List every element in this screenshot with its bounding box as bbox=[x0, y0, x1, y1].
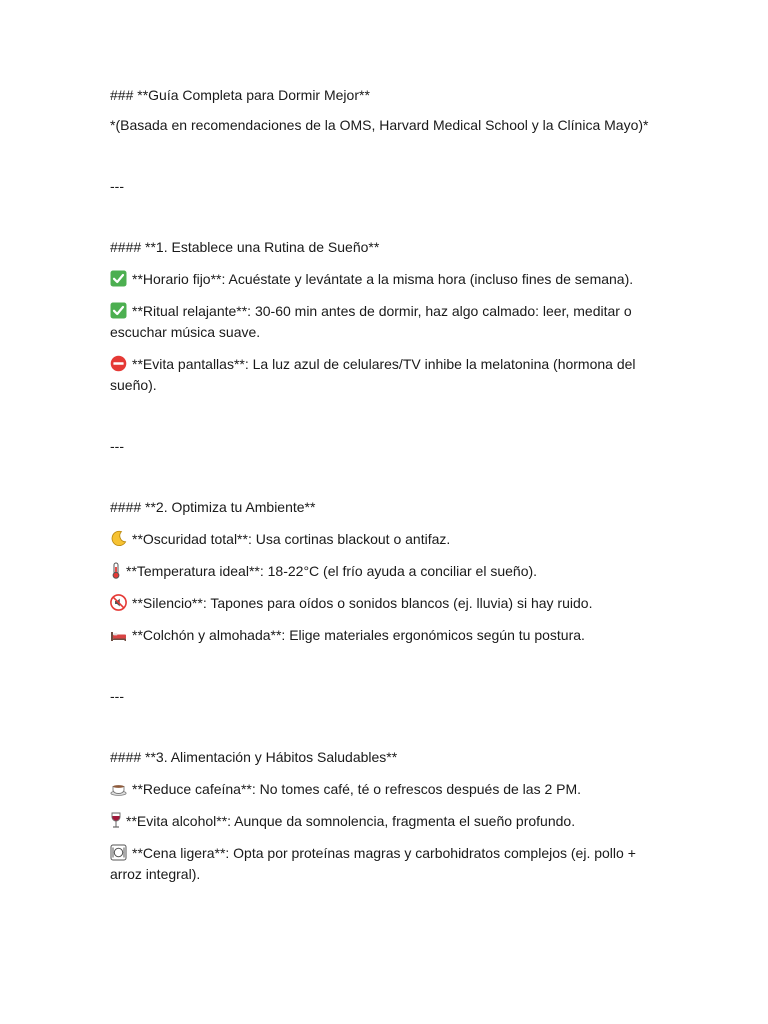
muted-speaker-icon bbox=[110, 594, 127, 611]
list-item bbox=[110, 561, 658, 582]
document-title: ### **Guía Completa para Dormir Mejor** bbox=[110, 87, 370, 103]
list-item-text: **Temperatura ideal**: 18-22°C (el frío ayuda a conciliar el sueño). bbox=[126, 563, 538, 579]
list-item-text: **Silencio**: Tapones para oídos o sonidos blancos (ej. lluvia) si hay ruido. bbox=[132, 595, 593, 611]
separator-3: --- bbox=[110, 688, 124, 704]
list-item-text: **Cena ligera**: Opta por proteínas magras y carbohidratos complejos (ej. pollo + arroz integral). bbox=[110, 845, 636, 882]
list-item bbox=[110, 811, 658, 832]
wine-glass-icon bbox=[110, 812, 122, 829]
list-item-text: **Reduce cafeína**: No tomes café, té o refrescos después de las 2 PM. bbox=[132, 781, 582, 797]
list-item bbox=[110, 269, 658, 290]
list-item bbox=[110, 529, 658, 550]
separator-2: --- bbox=[110, 438, 124, 454]
plate-cutlery-icon bbox=[110, 844, 127, 861]
section-heading-1: #### **1. Establece una Rutina de Sueño** bbox=[110, 239, 380, 255]
list-item bbox=[110, 625, 658, 646]
list-item bbox=[110, 779, 658, 800]
list-item bbox=[110, 593, 658, 614]
thermometer-icon bbox=[110, 562, 122, 579]
section-heading-3: #### **3. Alimentación y Hábitos Saludables** bbox=[110, 749, 398, 765]
check-mark-icon bbox=[110, 270, 127, 287]
list-item-text: **Horario fijo**: Acuéstate y levántate a la misma hora (incluso fines de semana). bbox=[132, 271, 634, 287]
document-page bbox=[110, 85, 658, 885]
crescent-moon-icon bbox=[110, 530, 127, 547]
no-entry-icon bbox=[110, 355, 127, 372]
list-item-text: **Ritual relajante**: 30-60 min antes de dormir, haz algo calmado: leer, meditar o escuchar música suave. bbox=[110, 303, 632, 340]
list-item-text: **Evita pantallas**: La luz azul de celulares/TV inhibe la melatonina (hormona del sueño). bbox=[110, 356, 636, 393]
list-item bbox=[110, 301, 658, 343]
document-subtitle: *(Basada en recomendaciones de la OMS, Harvard Medical School y la Clínica Mayo)* bbox=[110, 117, 649, 133]
list-item-text: **Evita alcohol**: Aunque da somnolencia, fragmenta el sueño profundo. bbox=[126, 813, 576, 829]
list-item bbox=[110, 843, 658, 885]
list-item-text: **Oscuridad total**: Usa cortinas blackout o antifaz. bbox=[132, 531, 451, 547]
coffee-cup-icon bbox=[110, 780, 127, 797]
list-item-text: **Colchón y almohada**: Elige materiales ergonómicos según tu postura. bbox=[132, 627, 585, 643]
list-item bbox=[110, 354, 658, 396]
separator-1: --- bbox=[110, 178, 124, 194]
bed-icon bbox=[110, 626, 127, 643]
section-heading-2: #### **2. Optimiza tu Ambiente** bbox=[110, 499, 316, 515]
check-mark-icon bbox=[110, 302, 127, 319]
